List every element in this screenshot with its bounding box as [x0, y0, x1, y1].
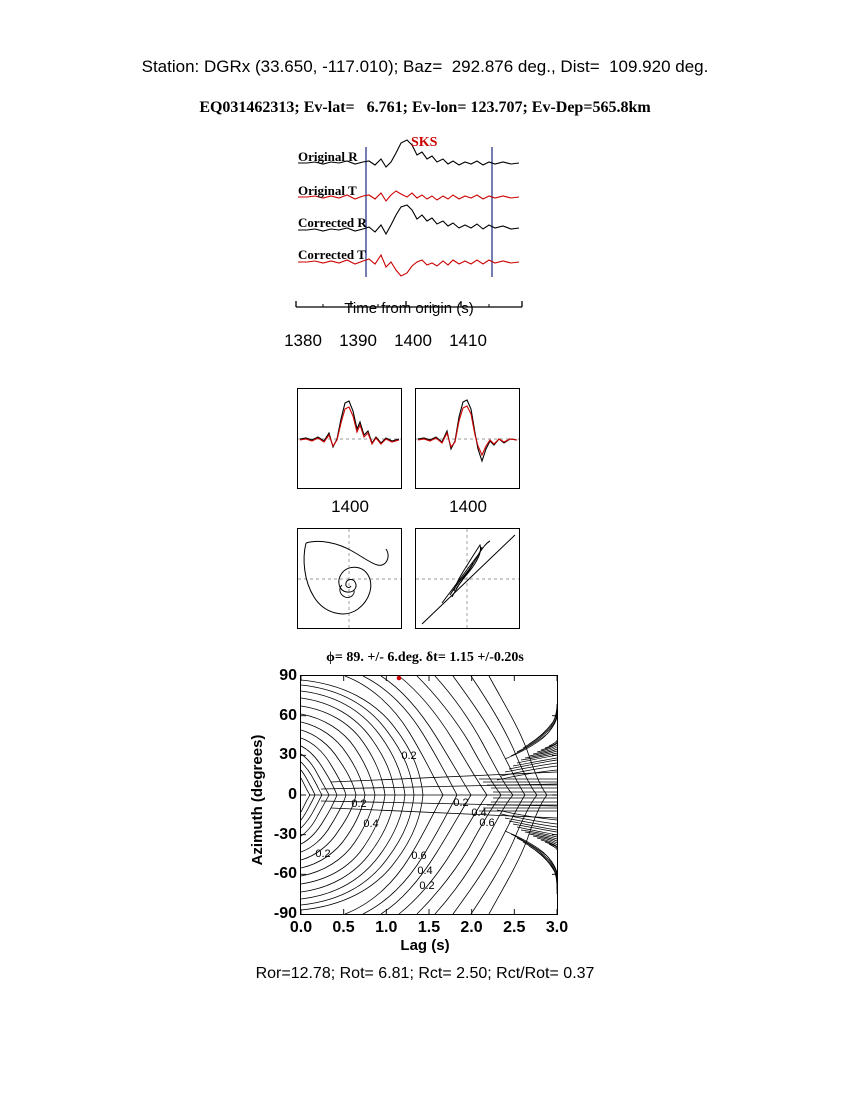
contour-label-4: 0.4	[471, 807, 487, 819]
particle-motion-corrected	[416, 529, 519, 628]
minimum-marker	[397, 676, 402, 681]
xtick-1.5: 1.5	[417, 919, 441, 936]
contour-label-7: 0.2	[315, 848, 331, 860]
amplitude-ratios-footer: Ror=12.78; Rot= 6.81; Rct= 2.50; Rct/Rot= 0.37	[255, 965, 595, 982]
chart-plot-area	[273, 667, 569, 936]
contour-label-9: 0.4	[417, 865, 433, 877]
particle-motion-corrected-box	[415, 528, 520, 629]
event-info-title: EQ031462313; Ev-lat= 6.761; Ev-lon= 123.707; Ev-Dep=565.8km	[199, 99, 651, 116]
trace-label-corrected-r: Corrected R	[298, 215, 367, 230]
chart-title: ϕ= 89. +/- 6.deg. δt= 1.15 +/-0.20s	[326, 650, 524, 665]
ytick-30: 30	[279, 746, 297, 764]
contour-label-1: 0.2	[401, 750, 417, 762]
contour-label-6: 0.4	[363, 818, 379, 830]
particle-waveform-corrected	[416, 389, 519, 488]
particle-motion-uncorrected-box	[297, 528, 402, 629]
xtick-1.0: 1.0	[375, 919, 398, 936]
time-tick-1380: 1380	[284, 331, 322, 350]
contour-label-2: 0.2	[351, 798, 367, 810]
ytick-m60: -60	[273, 865, 297, 883]
particle-waveform-uncorrected	[298, 389, 401, 488]
trace-label-corrected-t: Corrected T	[298, 247, 366, 262]
xtick-2.5: 2.5	[503, 919, 526, 936]
xtick-0.0: 0.0	[289, 919, 313, 936]
error-surface-chart	[249, 650, 595, 970]
time-axis-label: Time from origin (s)	[344, 300, 474, 317]
sks-phase-label: SKS	[411, 135, 438, 150]
small-panel-1-tick: 1400	[331, 497, 369, 516]
xtick-2.0: 2.0	[460, 919, 483, 936]
xtick-3.0: 3.0	[545, 919, 569, 936]
waveform-panel	[293, 135, 525, 325]
chart-xlabel: Lag (s)	[400, 937, 450, 954]
trace-label-original-r: Original R	[298, 149, 358, 164]
time-tick-1400: 1400	[394, 331, 432, 350]
station-info-title: Station: DGRx (33.650, -117.010); Baz= 292.876 deg., Dist= 109.920 deg.	[141, 57, 709, 76]
chart-ylabel: Azimuth (degrees)	[249, 734, 266, 866]
contour-label-5: 0.6	[479, 817, 495, 829]
contour-label-10: 0.2	[419, 880, 435, 892]
contour-label-3: 0.2	[453, 797, 469, 809]
time-tick-1390: 1390	[339, 331, 377, 350]
particle-waveform-corrected-box	[415, 388, 520, 489]
ytick-m90: -90	[273, 905, 297, 922]
small-panel-2-tick: 1400	[449, 497, 487, 516]
ytick-m30: -30	[273, 825, 297, 843]
ytick-0: 0	[288, 786, 297, 803]
ytick-90: 90	[279, 667, 297, 684]
particle-motion-uncorrected	[298, 529, 401, 628]
ytick-60: 60	[279, 706, 297, 724]
contour-label-8: 0.6	[411, 850, 427, 862]
xtick-0.5: 0.5	[332, 919, 355, 936]
time-tick-1410: 1410	[449, 331, 487, 350]
contour-lines	[301, 676, 557, 914]
trace-label-original-t: Original T	[298, 183, 357, 198]
particle-waveform-uncorrected-box	[297, 388, 402, 489]
